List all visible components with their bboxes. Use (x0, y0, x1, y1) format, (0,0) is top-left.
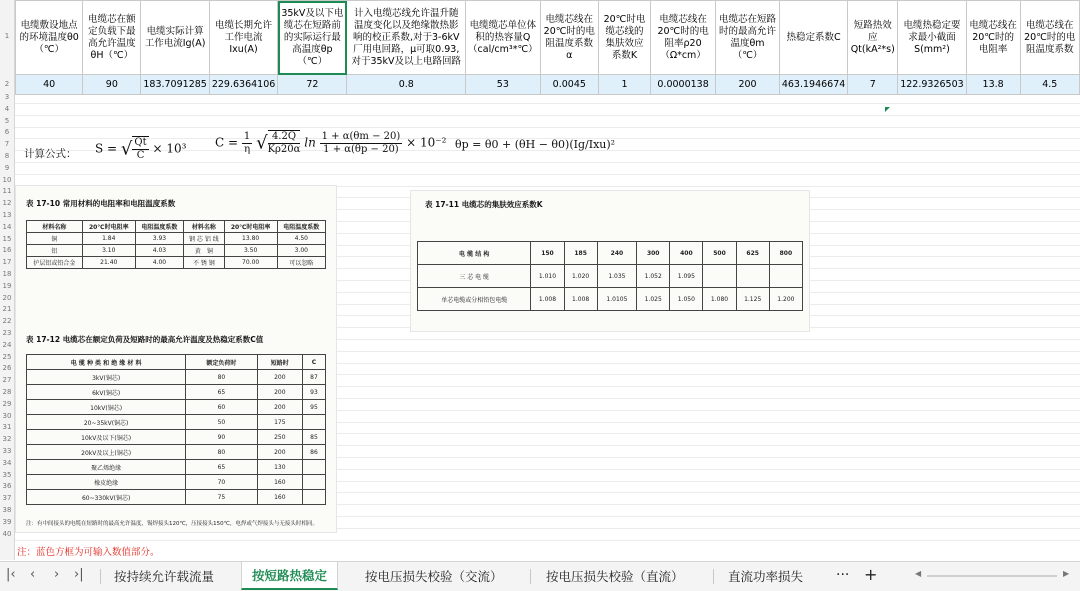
last-sheet-icon[interactable]: ›| (74, 567, 84, 582)
formula-c-lhs: C = (215, 135, 239, 150)
ref-table-3-note: 注：有中间接头的电缆在短路时的最高允许温度，锡焊接头120℃，压接接头150℃，电焊或气焊接头与无接头时相同。 (26, 521, 318, 527)
value-cell[interactable]: 72 (278, 75, 347, 95)
tab-dc-power-loss[interactable]: 直流功率损失 (728, 569, 804, 584)
row-number[interactable]: 35 (2, 470, 12, 479)
ref-cell: 95 (302, 400, 325, 415)
ref-table-3 (26, 354, 326, 505)
ref-cell: 4.50 (277, 233, 325, 245)
ref-cell: 240 (597, 242, 636, 265)
row-number[interactable]: 26 (2, 364, 12, 373)
ref-cell: 85 (302, 430, 325, 445)
ref-row (27, 445, 326, 460)
ref-table-2-caption: 表 17-11 电缆芯的集肤效应系数K (425, 200, 543, 209)
value-cell[interactable]: 7 (848, 75, 898, 95)
header-cell[interactable]: 电缆芯在额定负载下最高允许温度θH（℃） (83, 1, 141, 75)
ref-cell: 20℃时电阻率 (82, 221, 135, 233)
row-number[interactable]: 2 (4, 80, 10, 88)
ref-cell: 20~35kV(铜芯) (27, 415, 186, 430)
first-sheet-icon[interactable]: |‹ (6, 567, 16, 582)
scroll-track[interactable] (927, 575, 1057, 577)
ref-cell (302, 460, 325, 475)
ref-row (27, 385, 326, 400)
ref-cell: 1.095 (670, 265, 703, 288)
value-cell[interactable]: 0.0000138 (650, 75, 715, 95)
value-cell[interactable]: 0.0045 (540, 75, 598, 95)
ref-cell: 护层铝或铅合金 (27, 257, 83, 269)
ref-cell: 黄 铜 (184, 245, 225, 257)
ref-cell: 铝 (27, 245, 83, 257)
ref-cell: 65 (186, 385, 257, 400)
header-cell[interactable]: 电缆芯线在20℃时的电阻温度系数 (1020, 1, 1079, 75)
formula-c-ln-den: 1 + α(θp − 20) (323, 143, 399, 155)
ref-cell: 400 (670, 242, 703, 265)
header-cell[interactable]: 电缆芯线在20℃时的电阻率 (966, 1, 1020, 75)
ref-cell: 橡皮绝缘 (27, 475, 186, 490)
row-number[interactable]: 3 (4, 93, 10, 101)
ref-cell (302, 415, 325, 430)
ref-cell: 3kV(铜芯) (27, 370, 186, 385)
reference-image-skin-effect[interactable] (410, 190, 810, 332)
tab-short-circuit-thermal[interactable]: 按短路热稳定 (241, 562, 338, 590)
row-number[interactable]: 32 (2, 435, 12, 444)
scroll-right-icon[interactable]: ▶ (1063, 569, 1070, 578)
ref-cell: 20kV及以上(铜芯) (27, 445, 186, 460)
formula-s-lhs: S = (95, 141, 118, 156)
ref-cell: C (302, 355, 325, 370)
ref-cell: 130 (257, 460, 302, 475)
ref-cell (302, 475, 325, 490)
ref-cell (703, 265, 736, 288)
ref-cell: 90 (186, 430, 257, 445)
row-number[interactable]: 17 (2, 258, 12, 267)
ref-cell: 200 (257, 400, 302, 415)
header-cell[interactable]: 20℃时电缆芯线的集肤效应系数K (598, 1, 650, 75)
formula-c-inner-num: 4.2Q (268, 131, 301, 144)
ref-cell (302, 490, 325, 505)
value-row (16, 75, 1080, 95)
ref-row (418, 288, 803, 311)
grid-line (15, 540, 1080, 541)
row-number[interactable]: 8 (4, 152, 10, 160)
formula-c-frac-den: η (244, 143, 251, 155)
header-cell[interactable]: 电缆芯线在20℃时的电阻率ρ20（Ω*cm） (650, 1, 715, 75)
value-cell[interactable]: 122.9326503 (898, 75, 966, 95)
ref-cell: 80 (186, 370, 257, 385)
ref-cell: 1.050 (670, 288, 703, 311)
ref-cell: 3.10 (82, 245, 135, 257)
ref-cell: 短路时 (257, 355, 302, 370)
row-number[interactable]: 12 (2, 199, 12, 208)
input-note: 注：蓝色方框为可输入数值部分。 (17, 547, 160, 558)
tab-voltage-drop-dc[interactable]: 按电压损失校验（直流） (546, 569, 684, 584)
ref-row (27, 430, 326, 445)
row-number[interactable]: 4 (4, 104, 10, 113)
row-number[interactable]: 10 (2, 175, 12, 184)
header-cell[interactable]: 电缆热稳定要求最小截面S(mm²) (898, 1, 966, 75)
ref-cell: 1.0105 (597, 288, 636, 311)
ref-cell: 800 (769, 242, 802, 265)
ref-cell: 1.025 (637, 288, 670, 311)
row-number[interactable]: 1 (4, 32, 10, 40)
formula-theta: θp = θ0 + (θH − θ0)(Ig/Ixu)² (455, 138, 616, 151)
formula-label: 计算公式： (24, 148, 77, 160)
row-number[interactable]: 15 (2, 234, 12, 243)
ref-cell: 1.125 (736, 288, 769, 311)
tab-divider (530, 569, 531, 584)
formula-s-tail: × 10³ (152, 141, 187, 156)
formula-s-num: Qt (134, 137, 147, 148)
ref-cell: 3.00 (277, 245, 325, 257)
ref-row (418, 242, 803, 265)
ref-row (27, 233, 326, 245)
sheet-tab-bar (0, 561, 1080, 591)
scroll-left-icon[interactable]: ◀ (915, 569, 922, 578)
ref-cell: 6kV(铜芯) (27, 385, 186, 400)
ref-cell: 钢 芯 铝 线 (184, 233, 225, 245)
header-cell[interactable]: 电缆缆芯单位体积的热容量Q（cal/cm³*℃） (466, 1, 541, 75)
row-number[interactable]: 24 (2, 340, 12, 349)
ref-cell: 4.00 (135, 257, 183, 269)
row-number[interactable]: 21 (2, 305, 12, 314)
ref-row (27, 245, 326, 257)
header-cell[interactable]: 电缆长期允许工作电流Ixu(A) (209, 1, 277, 75)
ref-cell: 三 芯 电 缆 (418, 265, 531, 288)
ref-cell: 可以忽略 (277, 257, 325, 269)
ref-table-3-caption: 表 17-12 电缆芯在额定负荷及短路时的最高允许温度及热稳定系数C值 (26, 335, 264, 344)
ref-table-2 (417, 241, 803, 311)
value-cell[interactable]: 13.8 (966, 75, 1020, 95)
ref-cell: 电阻温度系数 (135, 221, 183, 233)
ref-cell (736, 265, 769, 288)
ref-cell: 4.03 (135, 245, 183, 257)
row-number[interactable]: 13 (2, 211, 12, 219)
ref-row (27, 355, 326, 370)
ref-row (27, 257, 326, 269)
ref-cell: 200 (257, 370, 302, 385)
ref-cell: 10kV(铜芯) (27, 400, 186, 415)
row-number[interactable]: 25 (2, 352, 12, 361)
row-number[interactable]: 40 (2, 529, 12, 538)
ref-cell: 50 (186, 415, 257, 430)
ref-cell: 93 (302, 385, 325, 400)
ref-row (418, 265, 803, 288)
ref-cell: 300 (637, 242, 670, 265)
tab-divider (100, 569, 101, 584)
row-number[interactable]: 27 (2, 376, 12, 385)
ref-cell: 1.052 (637, 265, 670, 288)
formula-c-tail: × 10⁻² (406, 135, 447, 150)
row-number[interactable]: 19 (2, 281, 12, 290)
ref-cell: 150 (531, 242, 564, 265)
prev-sheet-icon[interactable]: ‹ (30, 567, 36, 582)
row-number[interactable]: 20 (2, 293, 12, 302)
next-sheet-icon[interactable]: › (54, 567, 60, 582)
ref-cell: 60~330kV(铜芯) (27, 490, 186, 505)
ref-table-1-caption: 表 17-10 常用材料的电阻率和电阻温度系数 (26, 199, 176, 208)
ref-row (27, 370, 326, 385)
comment-indicator-icon (885, 107, 890, 112)
ref-cell: 160 (257, 475, 302, 490)
ref-cell: 175 (257, 415, 302, 430)
formula-c-ln-num: 1 + α(θm − 20) (321, 130, 401, 142)
row-number[interactable]: 23 (2, 329, 12, 337)
grid-line (15, 127, 1080, 128)
row-number[interactable]: 31 (2, 423, 12, 432)
ref-row (27, 400, 326, 415)
header-cell[interactable]: 短路热效应Qt(kA²*s) (848, 1, 898, 75)
row-number[interactable]: 36 (2, 482, 12, 491)
ref-cell: 3.50 (224, 245, 277, 257)
ref-cell: 86 (302, 445, 325, 460)
grid-line (15, 103, 1080, 104)
parameter-table (15, 0, 1080, 95)
row-number[interactable]: 37 (2, 494, 12, 503)
header-row (16, 1, 1080, 75)
value-cell[interactable]: 0.8 (347, 75, 466, 95)
ref-cell: 200 (257, 385, 302, 400)
ref-cell: 3.93 (135, 233, 183, 245)
ref-cell: 材料名称 (184, 221, 225, 233)
ref-cell: 200 (257, 445, 302, 460)
ref-cell: 70.00 (224, 257, 277, 269)
ref-row (27, 415, 326, 430)
value-cell[interactable]: 90 (83, 75, 141, 95)
row-number[interactable]: 29 (2, 399, 12, 408)
ref-cell: 500 (703, 242, 736, 265)
ref-cell: 10kV及以下(铜芯) (27, 430, 186, 445)
header-cell[interactable]: 电缆敷设地点的环境温度θ0（℃） (16, 1, 83, 75)
ref-cell: 250 (257, 430, 302, 445)
header-cell[interactable]: 电缆芯线在20℃时的电阻温度系数α (540, 1, 598, 75)
formula-c-inner-den: Kρ20α (267, 144, 301, 155)
row-number[interactable]: 30 (2, 411, 12, 420)
grid-line (15, 115, 1080, 116)
value-cell[interactable]: 229.6364106 (209, 75, 277, 95)
ref-cell: 1.200 (769, 288, 802, 311)
tab-voltage-drop-ac[interactable]: 按电压损失校验（交流） (365, 569, 503, 584)
value-cell[interactable]: 1 (598, 75, 650, 95)
ref-cell: 80 (186, 445, 257, 460)
ref-cell: 单芯电缆或分相铅包电缆 (418, 288, 531, 311)
formula-s-den: C (136, 150, 145, 161)
value-cell[interactable]: 463.1946674 (779, 75, 847, 95)
more-tabs-icon[interactable]: ··· (836, 567, 850, 583)
ref-cell: 160 (257, 490, 302, 505)
ref-cell: 21.40 (82, 257, 135, 269)
ref-cell: 电阻温度系数 (277, 221, 325, 233)
value-cell[interactable]: 200 (716, 75, 780, 95)
ref-cell: 额定负荷时 (186, 355, 257, 370)
selected-header-cell[interactable]: 35kV及以下电缆芯在短路前的实际运行最高温度θp（℃） (278, 1, 347, 75)
header-cell[interactable]: 电缆芯在短路时的最高允许温度θm（℃） (716, 1, 780, 75)
ref-cell (769, 265, 802, 288)
ref-cell: 1.080 (703, 288, 736, 311)
header-cell[interactable]: 电缆实际计算工作电流Ig(A) (141, 1, 209, 75)
formula-s: S = √ $\frac{Qt}{C}$ × 10³ (95, 137, 187, 161)
ref-cell: 材料名称 (27, 221, 83, 233)
ref-cell: 60 (186, 400, 257, 415)
ref-cell: 1.020 (564, 265, 597, 288)
row-number[interactable]: 22 (2, 317, 12, 326)
row-number[interactable]: 5 (4, 116, 10, 125)
row-number[interactable]: 16 (2, 246, 12, 255)
formula-c: C = $\frac{1}{\eta}$ √ $\frac{4.2Q}{K\rho 20\alpha}$ ln $\frac{1 + \alpha(\theta m - 20)}{1 + \alpha(\theta p - 20)}$ × 10⁻² (215, 130, 447, 155)
row-number[interactable]: 11 (2, 187, 12, 196)
ref-row (27, 221, 326, 233)
ref-cell: 20℃时电阻率 (224, 221, 277, 233)
ref-cell: 70 (186, 475, 257, 490)
row-number[interactable]: 6 (4, 128, 10, 137)
ref-cell: 185 (564, 242, 597, 265)
reference-image-materials[interactable] (15, 185, 337, 533)
ref-cell: 87 (302, 370, 325, 385)
ref-cell: 1.008 (564, 288, 597, 311)
value-cell[interactable]: 4.5 (1020, 75, 1079, 95)
ref-cell: 不 锈 钢 (184, 257, 225, 269)
row-number[interactable]: 34 (2, 458, 12, 467)
ref-table-1 (26, 220, 326, 269)
value-cell[interactable]: 40 (16, 75, 83, 95)
add-sheet-icon[interactable]: + (864, 565, 878, 584)
ref-cell: 75 (186, 490, 257, 505)
row-number[interactable]: 28 (2, 388, 12, 396)
row-number[interactable]: 9 (4, 163, 10, 172)
row-number[interactable]: 18 (2, 270, 12, 278)
ref-cell: 625 (736, 242, 769, 265)
ref-cell: 65 (186, 460, 257, 475)
row-number[interactable]: 39 (2, 517, 12, 526)
ref-cell: 1.035 (597, 265, 636, 288)
ref-cell: 聚乙烯绝缘 (27, 460, 186, 475)
ref-cell: 1.008 (531, 288, 564, 311)
row-number[interactable]: 7 (4, 140, 10, 149)
grid-line (15, 162, 1080, 163)
horizontal-scrollbar[interactable] (915, 570, 1075, 582)
value-cell[interactable]: 53 (466, 75, 541, 95)
ref-cell: 电 缆 结 构 (418, 242, 531, 265)
ref-row (27, 490, 326, 505)
ref-cell: 1.84 (82, 233, 135, 245)
tab-continuous-ampacity[interactable]: 按持续允许载流量 (114, 569, 215, 584)
ref-cell: 电 缆 种 类 和 绝 缘 材 料 (27, 355, 186, 370)
formula-c-frac-num: 1 (243, 130, 251, 142)
header-cell[interactable]: 计入电缆芯线允许温升随温度变化以及绝缘散热影响的校正系数,对于3-6kV厂用电回路，μ可取0.93,对于35kV及以上电路回路 (347, 1, 466, 75)
ref-cell: 1.010 (531, 265, 564, 288)
formula-c-ln: ln (304, 135, 316, 150)
tab-divider (713, 569, 714, 584)
ref-row (27, 460, 326, 475)
row-number[interactable]: 33 (2, 447, 12, 455)
ref-cell: 铜 (27, 233, 83, 245)
row-number[interactable]: 38 (2, 506, 12, 514)
ref-cell: 13.80 (224, 233, 277, 245)
value-cell[interactable]: 183.7091285 (141, 75, 209, 95)
ref-row (27, 475, 326, 490)
row-number[interactable]: 14 (2, 222, 12, 231)
header-cell[interactable]: 热稳定系数C (779, 1, 847, 75)
grid-line (15, 174, 1080, 175)
